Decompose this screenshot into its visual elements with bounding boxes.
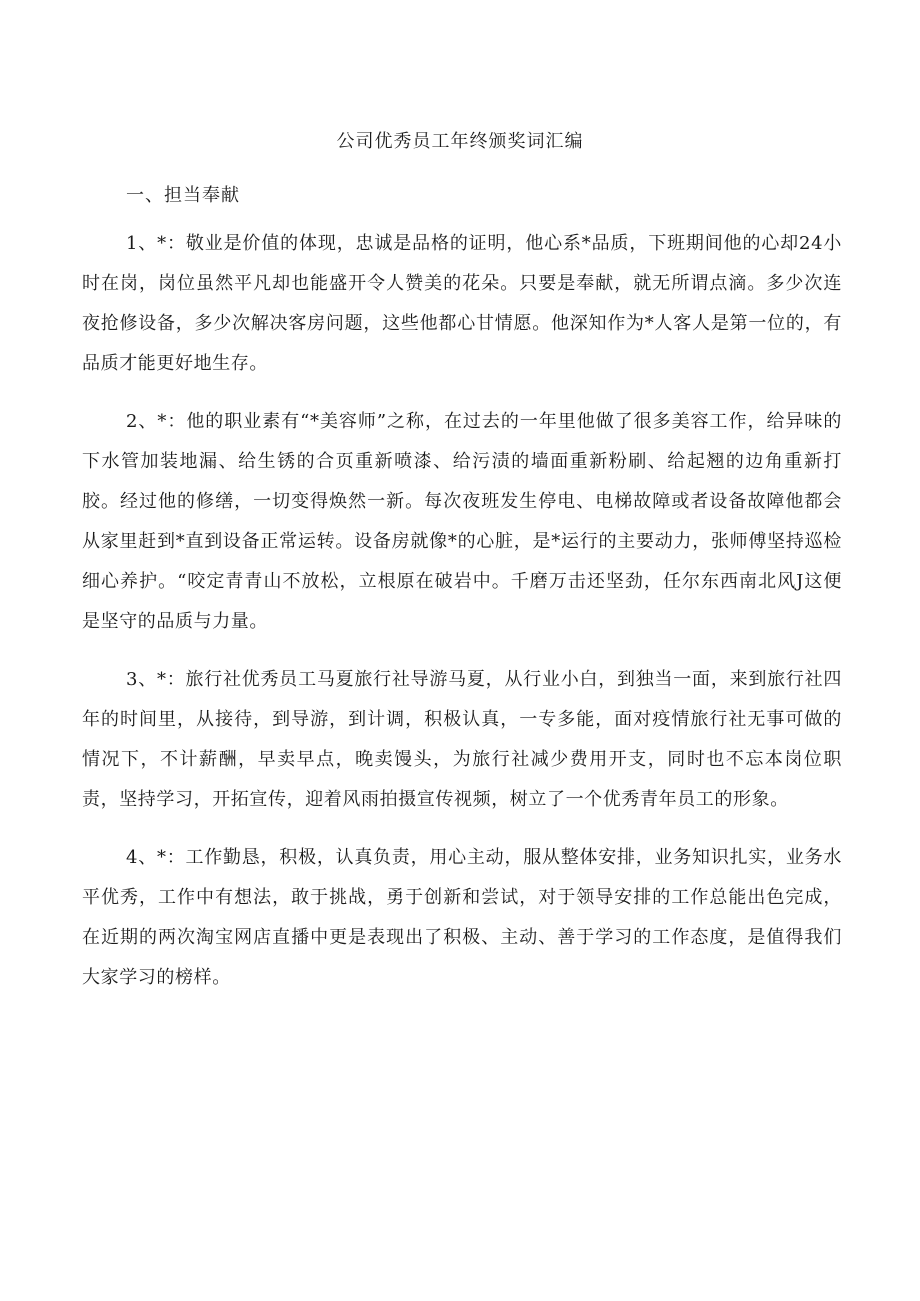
paragraph-1: 1、*：敬业是价值的体现，忠诚是品格的证明，他心系*品质，下班期间他的心却24小时在岗，岗位虽然平凡却也能盛开令人赞美的花朵。只要是奉献，就无所谓点滴。多少次连夜抢修设备，多少次解决客房问题，这些他都心甘情愿。他深知作为*人客人是第一位的，有品质才能更好地生存。 — [82, 233, 842, 374]
document-body — [82, 224, 842, 1016]
paragraph-3: 3、*：旅行社优秀员工马夏旅行社导游马夏，从行业小白，到独当一面，来到旅行社四年的时间里，从接待，到导游，到计调，积极认真，一专多能，面对疫情旅行社无事可做的情况下，不计薪酬，早卖早点，晚卖馒头，为旅行社减少费用开支，同时也不忘本岗位职责，坚持学习，开拓宣传，迎着风雨拍摄宣传视频，树立了一个优秀青年员工的形象。 — [82, 669, 842, 810]
section-heading: 一、担当奉献 — [126, 185, 240, 206]
paragraph-4: 4、*：工作勤恳，积极，认真负责，用心主动，服从整体安排，业务知识扎实，业务水平优秀，工作中有想法，敢于挑战，勇于创新和尝试，对于领导安排的工作总能出色完成，在近期的两次淘宝网店直播中更是表现出了积极、主动、善于学习的工作态度，是值得我们大家学习的榜样。 — [82, 847, 842, 988]
document-title: 公司优秀员工年终颁奖词汇编 — [336, 131, 584, 152]
paragraph-2: 2、*：他的职业素有“*美容师”之称，在过去的一年里他做了很多美容工作，给异味的下水管加装地漏、给生锈的合页重新喷漆、给污渍的墙面重新粉刷、给起翘的边角重新打胶。经过他的修缮，一切变得焕然一新。每次夜班发生停电、电梯故障或者设备故障他都会从家里赶到*直到设备正常运转。设备房就像*的心脏，是*运行的主要动力，张师傅坚持巡检细心养护。“咬定青青山不放松，立根原在破岩中。千磨万击还坚劲，任尔东西南北风J这便是坚守的品质与力量。 — [82, 411, 842, 632]
